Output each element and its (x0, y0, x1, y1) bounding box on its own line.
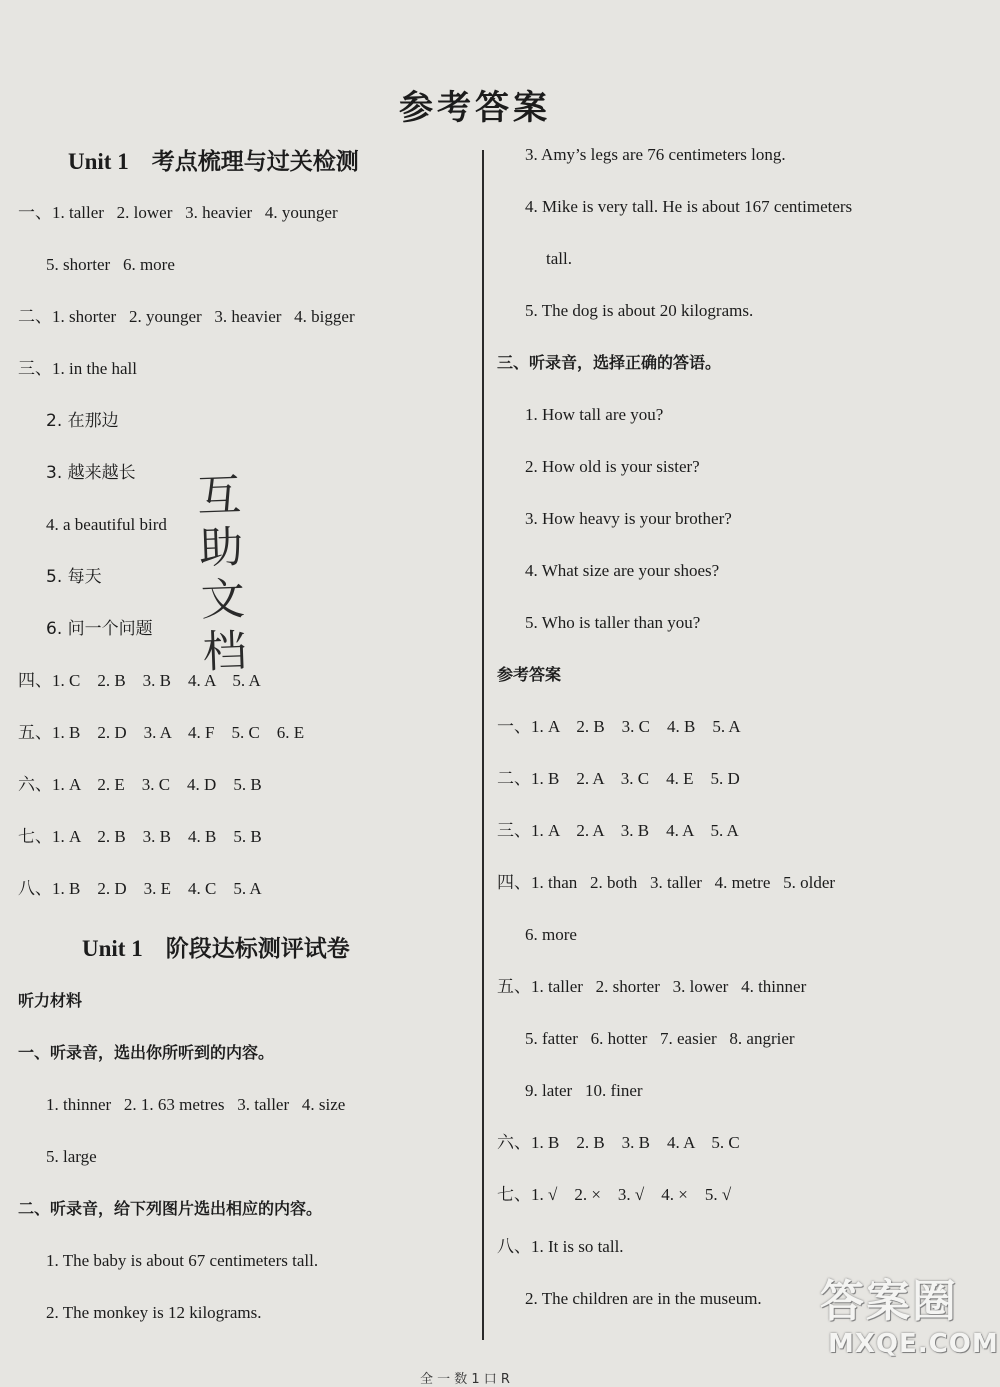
column-divider (482, 150, 484, 1340)
answer-line: 5. shorter 6. more (46, 255, 175, 274)
answer-line: 八、1. B 2. D 3. E 4. C 5. A (18, 879, 262, 898)
answer-line: 4. Mike is very tall. He is about 167 centimeters (525, 197, 853, 216)
heading-text: 考点梳理与过关检测 (151, 149, 359, 175)
answer-line: 6. 问一个问题 (46, 619, 153, 639)
heading-unit: Unit 1 (82, 936, 143, 961)
heading-unit: Unit 1 (68, 149, 129, 174)
answer-line: 七、1. √ 2. × 3. √ 4. × 5. √ (497, 1185, 732, 1204)
question-heading: 三、听录音，选择正确的答语。 (497, 353, 722, 372)
answer-line: 4. What size are your shoes? (525, 561, 720, 580)
section-heading-unit1-test (82, 930, 350, 963)
answer-line: 4. a beautiful bird (46, 515, 167, 534)
answer-line: 一、1. taller 2. lower 3. heavier 4. younger (18, 203, 338, 222)
question-heading: 二、听录音，给下列图片选出相应的内容。 (18, 1199, 323, 1218)
answer-line: 5. large (46, 1147, 97, 1166)
answer-line: 5. The dog is about 20 kilograms. (525, 301, 754, 320)
answer-line: 五、1. taller 2. shorter 3. lower 4. thinner (497, 977, 807, 996)
answer-line: 3. 越来越长 (46, 463, 136, 483)
section-heading-unit1-review (68, 143, 359, 176)
answer-line: 1. How tall are you? (525, 405, 664, 424)
listening-material-label: 听力材料 (18, 991, 83, 1010)
answer-line: 5. 每天 (46, 567, 102, 587)
answer-line: 六、1. A 2. E 3. C 4. D 5. B (18, 775, 262, 794)
answer-line: 9. later 10. finer (525, 1081, 643, 1100)
answer-line: 八、1. It is so tall. (497, 1237, 624, 1256)
answer-line: 2. How old is your sister? (525, 457, 700, 476)
answer-line: 3. Amy’s legs are 76 centimeters long. (525, 145, 786, 164)
answer-line: tall. (546, 249, 572, 268)
answer-line: 六、1. B 2. B 3. B 4. A 5. C (497, 1133, 740, 1152)
answer-line: 四、1. than 2. both 3. taller 4. metre 5. older (497, 873, 836, 892)
answer-line: 1. The baby is about 67 centimeters tall. (46, 1251, 319, 1270)
answer-line: 二、1. shorter 2. younger 3. heavier 4. bigger (18, 307, 355, 326)
question-heading: 一、听录音，选出你所听到的内容。 (18, 1043, 275, 1062)
answer-line: 七、1. A 2. B 3. B 4. B 5. B (18, 827, 262, 846)
answer-line: 5. fatter 6. hotter 7. easier 8. angrier (525, 1029, 795, 1048)
answer-line: 五、1. B 2. D 3. A 4. F 5. C 6. E (18, 723, 305, 742)
watermark-url: MXQE.COM (828, 1329, 999, 1359)
answer-line: 四、1. C 2. B 3. B 4. A 5. A (18, 671, 261, 690)
handwritten-note: 互 助 文 档 (196, 469, 248, 679)
answer-line: 一、1. A 2. B 3. C 4. B 5. A (497, 717, 741, 736)
answer-line: 二、1. B 2. A 3. C 4. E 5. D (497, 769, 740, 788)
answer-line: 1. thinner 2. 1. 63 metres 3. taller 4. size (46, 1095, 346, 1114)
answer-line: 三、1. in the hall (18, 359, 137, 378)
watermark-logo: 答案圈 (820, 1276, 958, 1327)
answer-line: 2. The children are in the museum. (525, 1289, 762, 1308)
reference-answer-label: 参考答案 (497, 665, 562, 684)
answer-line: 6. more (525, 925, 577, 944)
answer-line: 3. How heavy is your brother? (525, 509, 732, 528)
answer-line: 2. The monkey is 12 kilograms. (46, 1303, 262, 1322)
answer-line: 2. 在那边 (46, 411, 119, 431)
watermark (820, 1265, 999, 1375)
page-title: 参考答案 (399, 88, 551, 128)
answer-line: 三、1. A 2. A 3. B 4. A 5. A (497, 821, 739, 840)
heading-text: 阶段达标测评试卷 (165, 936, 350, 962)
page-footer: 全 一 数 1 口 R (420, 1372, 510, 1387)
answer-line: 5. Who is taller than you? (525, 613, 701, 632)
